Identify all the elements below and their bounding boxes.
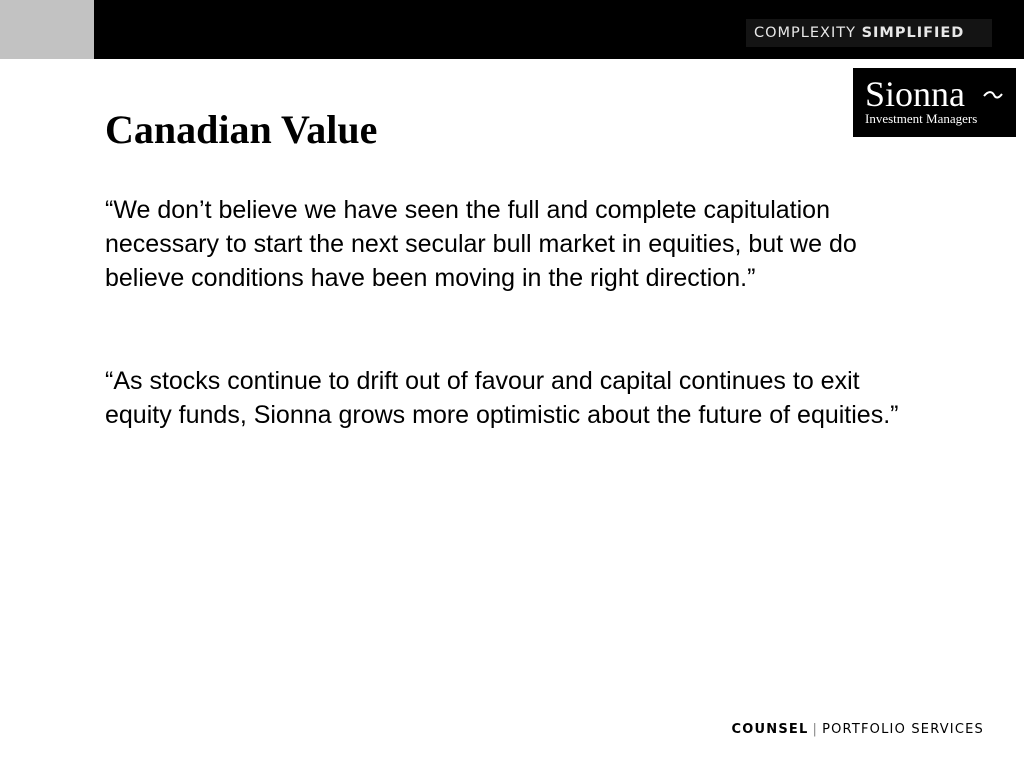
tagline-bold: SIMPLIFIED: [861, 25, 965, 41]
logo-subtitle: Investment Managers: [865, 111, 978, 126]
sionna-logo: [853, 68, 1016, 137]
footer-brand-name: COUNSEL: [731, 722, 809, 737]
tagline: [746, 19, 992, 47]
header-accent-block: [0, 0, 94, 59]
quote-paragraph: “We don’t believe we have seen the full and complete capitulation necessary to start the next secular bull market in equities, but we do believe conditions have been moving in the right direction.”: [105, 196, 857, 292]
footer-service: PORTFOLIO SERVICES: [822, 722, 984, 737]
footer-separator: |: [812, 722, 819, 737]
logo-name: Sionna: [865, 74, 966, 114]
footer-brand: [732, 720, 984, 740]
quote-paragraph: “As stocks continue to drift out of favour and capital continues to exit equity funds, Sionna grows more optimistic about the future of equities.”: [105, 367, 899, 429]
slide-title: Canadian Value: [105, 107, 378, 152]
logo-wave-icon: [983, 90, 1003, 100]
header-bar: [0, 0, 1024, 59]
tagline-light: COMPLEXITY: [754, 25, 856, 41]
